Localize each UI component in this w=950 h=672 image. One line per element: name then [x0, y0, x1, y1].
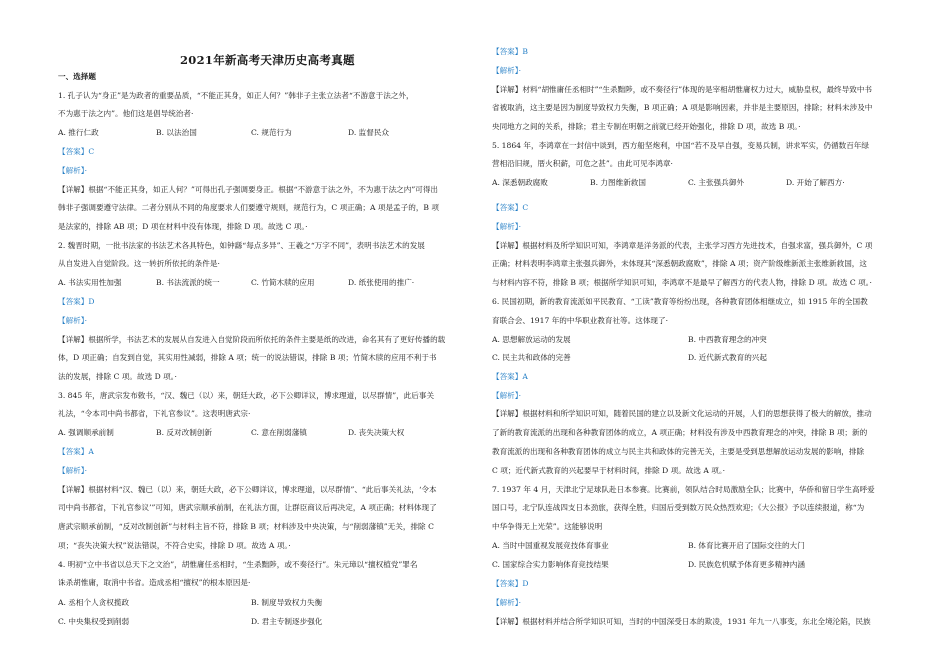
q6-detail-line: 教育流派的出现和各种教育团体的成立与民主共和政体的完善无关，主要是受到思想解放运动发展的影响，排除: [492, 447, 865, 456]
q1-analysis: 【解析】·: [58, 166, 87, 175]
q4-detail-line: 省被取消，这主要是因为制度导致权力失衡，B 项正确；A 项是影响因素，并非是主要原因，排除；材料未涉及中: [492, 103, 873, 112]
q7-answer: 【答案】D: [492, 579, 529, 588]
q5-option-a: A. 深悉朝政腐败: [492, 178, 548, 187]
q6-line: 6. 民国初期，新的教育流派如平民教育、“工读”教育等纷纷出现，各种教育团体相继成立，如 1915 年的全国教: [492, 297, 868, 306]
q1-detail-line: 韩非子强调要遵守法律。二者分别从不同的角度要求人们要遵守规则，规范行为，C 项正确；A 项是孟子的，B 项: [58, 203, 440, 212]
q5-option-b: B. 力图维新救国: [590, 178, 646, 187]
q2-option-a: A. 书法实用性加强: [58, 278, 122, 287]
q2-option-b: B. 书法流派的统一: [156, 278, 220, 287]
q1-answer: 【答案】C: [58, 147, 95, 156]
q4-line: 诛杀胡惟庸，取消中书省。造成丞相“擅权”的根本原因是·: [58, 578, 251, 587]
q3-detail-line: 司中尚书都省，下礼官参议’”可知，唐武宗顺承前制，在礼法方面，让群臣商议后再决定，A 项正确；材料体现了: [58, 503, 437, 512]
q2-option-c: C. 竹简木牍的应用: [251, 278, 315, 287]
q7-analysis: 【解析】·: [492, 598, 521, 607]
q2-line: 从自发进入自觉阶段。这一转折所依托的条件是·: [58, 259, 220, 268]
q4-analysis: 【解析】·: [492, 66, 521, 75]
q1-line: 1. 孔子认为“身正”是为政者的重要品质，“不能正其身，如正人何？”韩非子主张立法者“不游意于法之外，: [58, 91, 414, 100]
q6-detail-line: C 项；近代新式教育的兴起要早于材料时间，排除 D 项。故选 A 项。·: [492, 466, 726, 475]
q4-option-c: C. 中央集权受到削弱: [58, 617, 130, 626]
q7-line: 7. 1937 年 4 月，天津北宁足球队赴日本参赛。比赛前，领队结合时局激励全队；比赛中，华侨和留日学生高呼爱: [492, 485, 875, 494]
q5-analysis: 【解析】·: [492, 222, 521, 231]
q4-option-b: B. 制度导致权力失衡: [251, 598, 323, 607]
q7-option-b: B. 体育比赛开启了国际交往的大门: [688, 541, 805, 550]
q3-detail-line: 【详解】根据材料“汉、魏已（以）来，朝廷大政，必下公卿详议，博求理道，以尽群情”、“此后事关礼法，‘令本: [58, 485, 437, 494]
q7-option-c: C. 国家综合实力影响体育竞技结果: [492, 560, 609, 569]
q5-option-c: C. 主张强兵御外: [688, 178, 744, 187]
q5-line: 5. 1864 年，李鸿章在一封信中谈到，西方船坚炮利，中国“若不及早自强，变易兵制，讲求军实，仍循数百年绿: [492, 141, 869, 150]
q2-answer: 【答案】D: [58, 297, 95, 306]
q3-line: 3. 845 年，唐武宗发布敕书，“汉、魏已（以）来，朝廷大政，必下公卿详议，博求理道，以尽群情”，此后事关: [58, 391, 435, 400]
q6-option-a: A. 思想解放运动的发展: [492, 335, 571, 344]
q3-option-c: C. 意在削弱藩镇: [251, 428, 307, 437]
q6-detail-line: 【详解】根据材料和所学知识可知，随着民国的建立以及新文化运动的开展，人们的思想获得了极大的解放，推动: [492, 409, 872, 418]
q7-option-a: A. 当时中国重视发展竞技体育事业: [492, 541, 609, 550]
q7-line: 中华争得无上光荣”。这能够说明: [492, 522, 603, 531]
q4-answer: 【答案】B: [492, 47, 528, 56]
q4-line: 4. 明初“立中书省以总天下之文治”，胡惟庸任丞相时，“生杀黜陟，或不奏径行”。朱元璋以“擅权植党”罪名: [58, 560, 418, 569]
q1-option-a: A. 推行仁政: [58, 128, 99, 137]
q3-detail-line: 项；“丧失决策大权”说法错误，不符合史实，排除 D 项。故选 A 项。·: [58, 541, 291, 550]
q6-line: 育联合会、1917 年的中华职业教育社等。这体现了·: [492, 316, 669, 325]
q3-analysis: 【解析】·: [58, 466, 87, 475]
q3-option-b: B. 反对改制创新: [156, 428, 212, 437]
q6-detail-line: 了新的教育流派的出现和各种教育团体的成立，A 项正确；材料没有涉及中西教育理念的冲突，排除 B 项；新的: [492, 428, 868, 437]
q5-detail-line: 【详解】根据材料及所学知识可知，李鸿章是洋务派的代表，主张学习西方先进技术，自强求富，强兵御外，C 项: [492, 241, 873, 250]
q1-detail-line: 是法家的，排除 AB 项；D 项在材料中没有体现，排除 D 项。故选 C 项。·: [58, 222, 308, 231]
q7-line: 国口号，北宁队连战四支日本劲旅，获得全胜，归国后受到数万民众热烈欢迎；《大公报》予以连续报道，称“为: [492, 503, 865, 512]
q6-analysis: 【解析】·: [492, 391, 521, 400]
q7-detail-line: 【详解】根据材料并结合所学知识可知，当时的中国深受日本的欺凌，1931 年九一八事变，东北全境沦陷，民族: [492, 617, 871, 626]
q5-line: 营相沿旧规，厝火积薪，可危之甚”。由此可见李鸿章·: [492, 159, 673, 168]
q1-option-c: C. 规范行为: [251, 128, 292, 137]
q3-answer: 【答案】A: [58, 447, 94, 456]
section-heading: 一、选择题: [58, 72, 96, 81]
q6-answer: 【答案】A: [492, 372, 528, 381]
q4-option-a: A. 丞相个人贪权揽政: [58, 598, 130, 607]
q5-detail-line: 与材料内容不符，排除 B 项；根据所学知识可知，李鸿章不是最早了解西方的代表人物，排除 D 项。故选 C 项。·: [492, 278, 872, 287]
q5-detail-line: 正确；材料表明李鸿章主张强兵御外，未体现其“深悉朝政腐败”，排除 A 项；资产阶级维新派主张维新救国，这: [492, 259, 867, 268]
page-title: 2021年新高考天津历史高考真题: [180, 53, 355, 67]
q3-option-d: D. 丧失决策大权: [348, 428, 405, 437]
q3-option-a: A. 强调顺承前制: [58, 428, 114, 437]
q1-option-d: D. 监督民众: [348, 128, 390, 137]
q6-option-d: D. 近代新式教育的兴起: [688, 353, 767, 362]
q6-option-c: C. 民主共和政体的完善: [492, 353, 571, 362]
q6-option-b: B. 中西教育理念的冲突: [688, 335, 767, 344]
q4-option-d: D. 君主专制逐步强化: [251, 617, 323, 626]
q2-detail-line: 体，D 项正确；自发到自觉，其实用性减弱，排除 A 项；统一的说法错误，排除 B 项；竹简木牍的应用不利于书: [58, 353, 437, 362]
q4-detail-line: 央同地方之间的关系，排除；君主专制在明朝之前就已经开始强化，排除 D 项，故选 B 项。·: [492, 122, 801, 131]
q5-answer: 【答案】C: [492, 203, 529, 212]
q2-option-d: D. 纸张使用的推广·: [348, 278, 415, 287]
q3-line: 礼法，“令本司中尚书都省，下礼官参议”。这表明唐武宗·: [58, 409, 251, 418]
q2-detail-line: 【详解】根据所学，书法艺术的发展从自发进入自觉阶段而所依托的条件主要是纸的改进，命名其有了更好传播的载: [58, 335, 446, 344]
q2-detail-line: 法的发展，排除 C 项。故选 D 项。·: [58, 372, 177, 381]
q3-detail-line: 唐武宗顺承前制，“反对改制创新”与材料主旨不符，排除 B 项；材料涉及中央决策，与“削弱藩镇”无关，排除 C: [58, 522, 434, 531]
q1-line: 不为惠于法之内”。他们这是倡导统治者·: [58, 109, 194, 118]
q7-option-d: D. 民族危机赋予体育更多精神内涵: [688, 560, 805, 569]
q5-option-d: D. 开始了解西方·: [786, 178, 845, 187]
q4-detail-line: 【详解】材料“胡惟庸任丞相时”“生杀黜陟，或不奏径行”体现的是宰相胡惟庸权力过大，威胁皇权，最终导致中书: [492, 85, 873, 94]
q1-detail-line: 【详解】根据“不能正其身，如正人何？”可得出孔子强调要身正。根据“不游意于法之外，不为惠于法之内”可得出: [58, 185, 439, 194]
q2-line: 2. 魏晋时期，一批书法家的书法艺术各具特色，如钟繇“每点多异”、王羲之“万字不同”，表明书法艺术的发展: [58, 241, 425, 250]
q2-analysis: 【解析】·: [58, 316, 87, 325]
q1-option-b: B. 以法治国: [156, 128, 197, 137]
